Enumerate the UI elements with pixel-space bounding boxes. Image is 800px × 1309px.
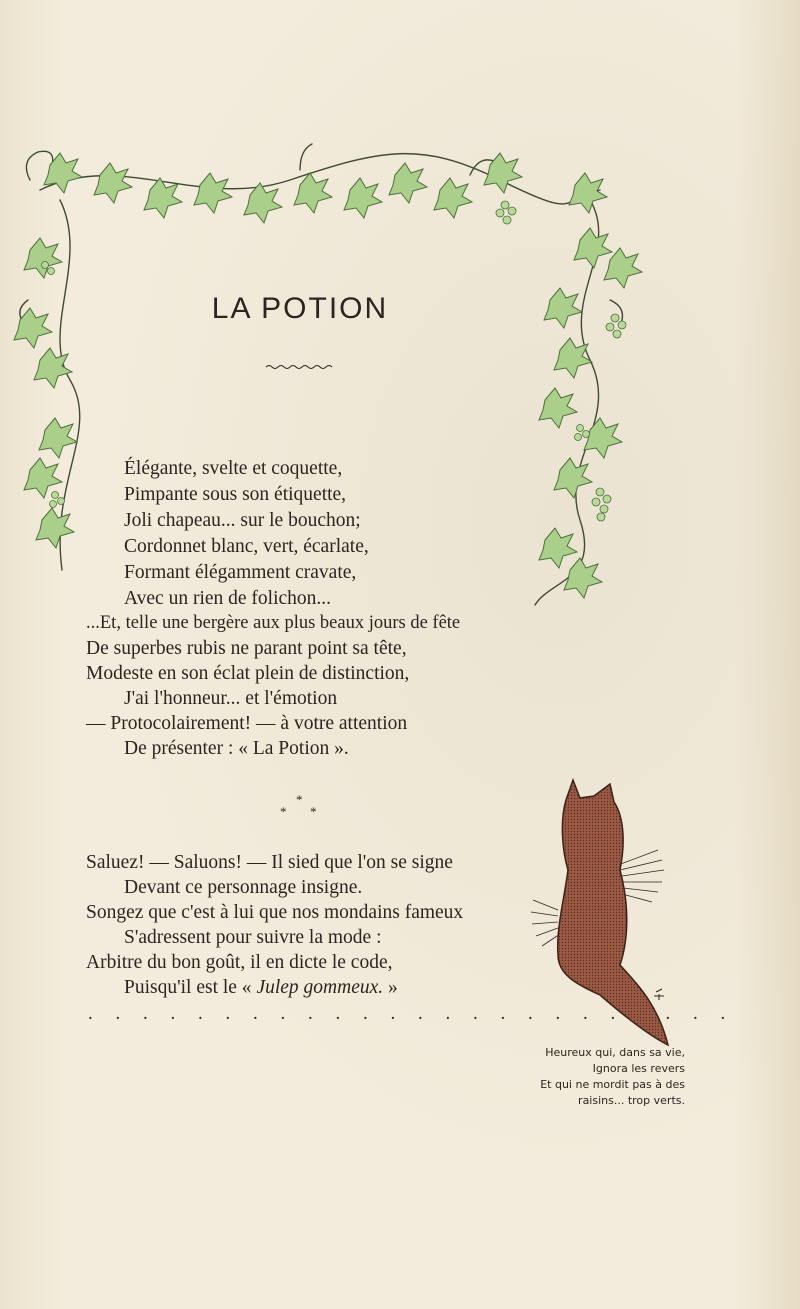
caption-line: Et qui ne mordit pas à des [540,1078,685,1091]
verse-line: De présenter : « La Potion ». [124,738,349,759]
asterism-star: * [296,792,303,807]
caption-line: Ignora les revers [592,1062,685,1075]
verse-line: Arbitre du bon goût, il en dicte le code, [86,952,393,973]
verse-text: Puisqu'il est le « [124,977,257,998]
verse-line: Modeste en son éclat plein de distinction, [86,663,410,684]
verse-line: Élégante, svelte et coquette, [124,458,343,479]
verse-line: Avec un rien de folichon... [124,588,332,609]
caption-line: Heureux qui, dans sa vie, [545,1046,685,1059]
caption-line: raisins... trop verts. [578,1094,685,1107]
page-title: LA POTION [211,292,389,325]
verse-line: Devant ce personnage insigne. [124,877,363,898]
verse-line: De superbes rubis ne parant point sa tête, [86,638,407,659]
verse-line: ...Et, telle une bergère aux plus beaux jours de fête [86,613,461,633]
verse-line [124,977,398,999]
illustration-caption [505,1045,685,1109]
asterism-star: * [280,804,287,819]
verse-line: J'ai l'honneur... et l'émotion [124,688,338,709]
verse-line: Formant élégamment cravate, [124,562,357,583]
verse-line: Pimpante sous son étiquette, [124,484,347,505]
ellipsis-row: . . . . . . . . . . . . . . . . . . . . . . . . [88,1003,735,1024]
section-asterism [276,792,326,826]
verse-line: Cordonnet blanc, vert, écarlate, [124,536,369,557]
verse-line: — Protocolairement! — à votre attention [86,713,408,734]
italic-phrase: Julep gommeux. [256,977,384,998]
verse-line: Songez que c'est à lui que nos mondains fameux [86,902,464,923]
verse-line: S'adressent pour suivre la mode : [124,927,382,948]
title-ornament-icon [266,364,332,370]
verse-line: Saluez! — Saluons! — Il sied que l'on se signe [86,852,453,873]
verse-line: Joli chapeau... sur le bouchon; [124,510,361,531]
asterism-star: * [310,804,317,819]
verse-text: » [383,977,398,998]
fox-illustration-icon [528,770,678,1055]
